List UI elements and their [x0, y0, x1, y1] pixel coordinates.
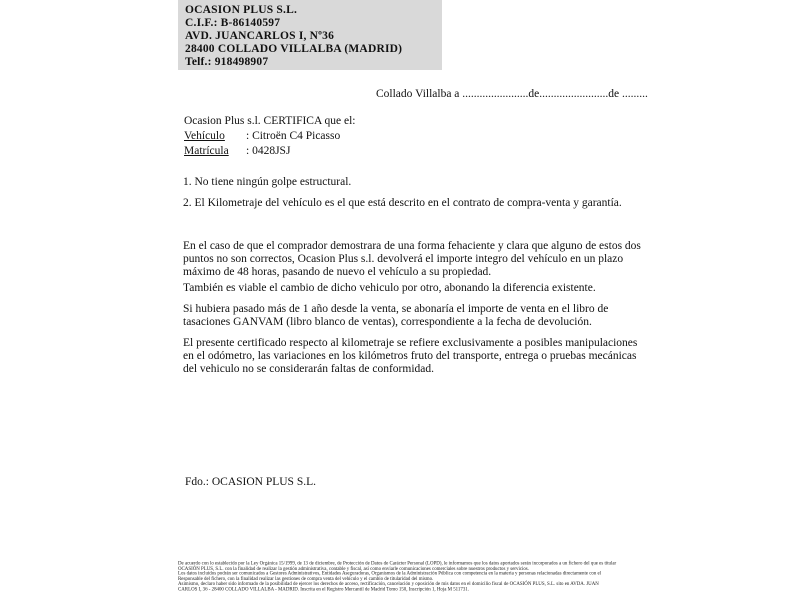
letterhead-block [178, 0, 442, 70]
legal-fine-print [178, 561, 618, 599]
plate-value: : 0428JSJ [246, 145, 291, 157]
numbered-item-2: 2. El Kilometraje del vehículo es el que está descrito en el contrato de compra-venta y garantía. [183, 197, 622, 209]
letterhead-address: AVD. JUANCARLOS I, Nº36 [185, 30, 335, 42]
vehicle-row [184, 129, 356, 144]
fine-print-line: Responsable del fichero, con la finalidad realizar las gestiones de compra venta del vehículo y el cambio de titularidad del mismo. [178, 576, 434, 582]
paragraph-mileage-disclaimer: El presente certificado respecto al kilometraje se refiere exclusivamente a posibles manipulaciones en el odómetro, las variaciones en los kilómetros fruto del transporte, entrega o pruebas mecánicas del vehiculo no se considerarán faltas de conformidad. [183, 337, 638, 375]
fine-print-line: Los datos incluidos podrán ser comunicados a Gestores Administrativos, Entidades Aseguradoras, Organismos de la Administración Pública con competencia en la materia y personas relacionadas directamente con el [178, 570, 602, 577]
certification-block [184, 114, 356, 159]
fine-print-line: CARLOS I, 36 - 28400 COLLADO VILLALBA - MADRID. Inscrita en el Registro Mercantil de Madrid Tomo 150, Inscripción 1, Hoja M 511731. [178, 586, 469, 592]
letterhead-company: OCASION PLUS S.L. [185, 4, 298, 16]
fine-print-line: OCASIÓN PLUS, S.L. con la finalidad de realizar la gestión administrativa, contable y fiscal, así como enviarle comunicaciones comerciales sobre nuestros productos y servicios. [178, 565, 529, 572]
letterhead-phone: Telf.: 918498907 [185, 56, 269, 68]
paragraph-refund-terms: En el caso de que el comprador demostrara de una forma fehaciente y clara que alguno de estos dos puntos no son correctos, Ocasion Plus s.l. devolverá el importe integro del vehículo en un plazo máximo de 48 horas, pasando de nuevo el vehículo a su propiedad. [183, 240, 641, 278]
fine-print-line: Asimismo, declaro haber sido informado de la posibilidad de ejercer los derechos de acceso, rectificación, cancelación y oposición de mis datos en el domicilio fiscal de OCASIÓN PLUS, S.L. sito en AVDA. JUAN [178, 581, 599, 587]
legal-fine-print-text [178, 561, 619, 592]
paragraph-exchange-option: También es viable el cambio de dicho vehiculo por otro, abonando la diferencia existente. [183, 282, 596, 294]
vehicle-label: Vehículo [184, 130, 225, 142]
signature-line: Fdo.: OCASION PLUS S.L. [185, 476, 316, 488]
letterhead-cif: C.I.F.: B-86140597 [185, 17, 281, 29]
numbered-item-1: 1. No tiene ningún golpe estructural. [183, 176, 352, 188]
fine-print-line: De acuerdo con lo establecido por la Ley Orgánica 15/1999, de 13 de diciembre, de Protección de Datos de Carácter Personal (LOPD), le informamos que los datos aportados serán incorporados a un fichero del que es titular [178, 560, 617, 566]
certify-intro: Ocasion Plus s.l. CERTIFICA que el: [184, 115, 356, 127]
letterhead-city: 28400 COLLADO VILLALBA (MADRID) [185, 43, 403, 55]
plate-label: Matrícula [184, 145, 229, 157]
vehicle-value: : Citroën C4 Picasso [246, 130, 341, 142]
paragraph-ganvam-valuation: Si hubiera pasado más de 1 año desde la venta, se abonaría el importe de venta en el libro de tasaciones GANVAM (libro blanco de ventas), correspondiente a la fecha de devolución. [183, 303, 609, 328]
date-fill-in-line: Collado Villalba a .......................de........................de ......... [376, 88, 648, 100]
plate-row [184, 144, 356, 159]
